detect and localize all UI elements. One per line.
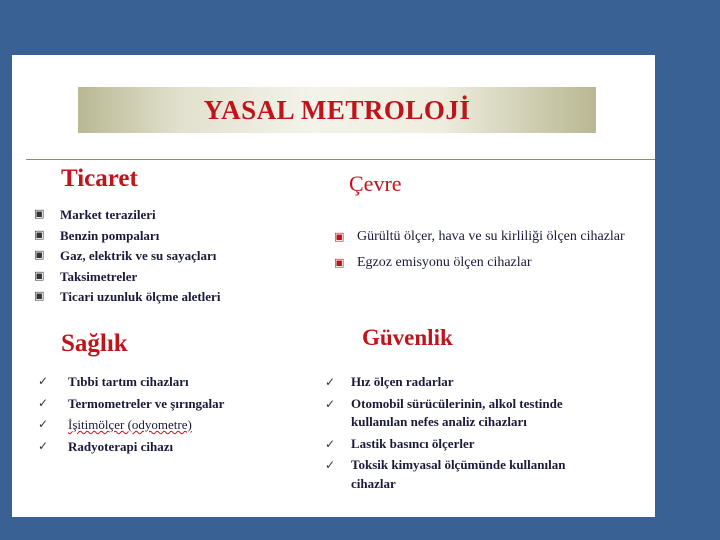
list-item: ▣ Ticari uzunluk ölçme aletleri [34, 289, 221, 304]
list-item: ✓ Otomobil sürücülerinin, alkol testinde kullanılan nefes analiz cihazları [325, 395, 563, 429]
list-saglik [38, 374, 328, 460]
title-bar [78, 87, 596, 133]
list-item: ✓ Termometreler ve şırıngalar [38, 395, 225, 411]
list-item: ✓ Lastik basıncı ölçerler [325, 435, 610, 454]
check-icon: ✓ [325, 436, 336, 451]
list-item: ▣ Egzoz emisyonu ölçen cihazlar [334, 253, 634, 273]
heading-ticaret: Ticaret [61, 165, 138, 192]
check-icon: ✓ [38, 374, 49, 388]
slide-title: YASAL METROLOJİ [203, 95, 471, 125]
list-cevre [334, 227, 634, 279]
list-item: ✓ Tıbbi tartım cihazları [38, 374, 189, 389]
check-icon: ✓ [325, 375, 336, 389]
list-item: ✓ Toksik kimyasal ölçümünde kullanılan cihazlar [325, 457, 566, 491]
heading-cevre: Çevre [349, 171, 402, 196]
check-icon: ✓ [38, 438, 49, 453]
list-item: ▣ Gürültü ölçer, hava ve su kirliliği ölçen cihazlar [334, 227, 634, 247]
check-icon: ✓ [325, 396, 336, 411]
slide [12, 55, 655, 517]
box-bullet-icon: ▣ [334, 230, 345, 243]
list-item: ✓ Hız ölçen radarlar [325, 373, 610, 392]
check-icon: ✓ [325, 458, 336, 472]
list-item: ▣ Benzin pompaları [34, 227, 160, 243]
box-bullet-icon: ▣ [34, 268, 45, 282]
list-item: ▣ Taksimetreler [34, 268, 138, 284]
divider [26, 159, 655, 160]
box-bullet-icon: ▣ [34, 248, 45, 261]
list-guvenlik [325, 373, 610, 496]
list-item: ✓ İşitimölçer (odyometre) [38, 417, 192, 432]
check-icon: ✓ [38, 395, 49, 410]
box-bullet-icon: ▣ [34, 227, 45, 241]
heading-guvenlik: Güvenlik [362, 325, 453, 350]
list-item: ✓ Radyoterapi cihazı [38, 438, 174, 454]
box-bullet-icon: ▣ [34, 207, 45, 220]
check-icon: ✓ [38, 417, 49, 431]
list-ticaret [34, 207, 334, 310]
list-item: ▣ Gaz, elektrik ve su sayaçları [34, 248, 217, 263]
list-item: ▣ Market terazileri [34, 207, 156, 222]
box-bullet-icon: ▣ [334, 256, 345, 269]
heading-saglik: Sağlık [61, 330, 128, 357]
box-bullet-icon: ▣ [34, 289, 45, 302]
